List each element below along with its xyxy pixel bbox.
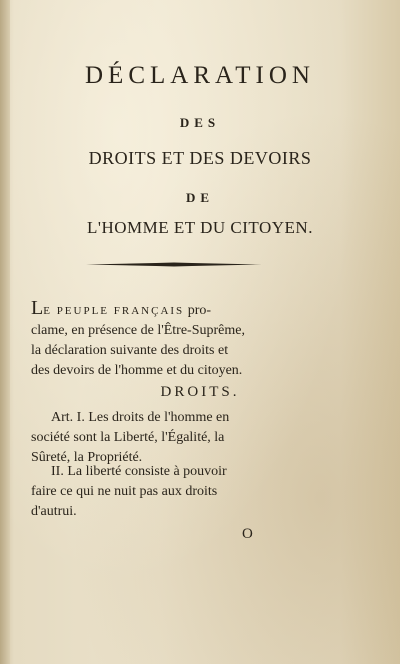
article-1-line-1: Art. I. Les droits de l'homme en [51, 410, 230, 425]
article-2 [31, 462, 357, 522]
article-1-line-3: Sûreté, la Propriété. [31, 450, 143, 465]
article-2-line-1: II. La liberté consiste à pouvoir [51, 464, 227, 479]
preamble-line-3: la déclaration suivante des droits et [31, 343, 229, 358]
preamble-smallcaps: E PEUPLE FRANÇAIS [43, 305, 185, 317]
article-1-line-2: société sont la Liberté, l'Égalité, la [31, 430, 225, 445]
article-1 [31, 408, 357, 468]
title-connector-des: DES [179, 115, 221, 130]
preamble-line-1-rest: pro- [184, 303, 212, 318]
preamble-line-2: clame, en présence de l'Être-Suprême, [31, 323, 245, 338]
ornamental-rule [86, 262, 262, 267]
preamble-line-4: des devoirs de l'homme et du citoyen. [31, 363, 243, 378]
document-subtitle-1: DROITS ET DES DEVOIRS [88, 148, 312, 168]
page-binding-edge [0, 0, 10, 664]
drop-letter: L [31, 297, 44, 319]
catchword: O [242, 526, 253, 542]
section-heading-droits: DROITS. [160, 384, 240, 400]
preamble-paragraph [31, 298, 357, 381]
document-subtitle-2: L'HOMME ET DU CITOYEN. [87, 218, 313, 237]
article-2-line-2: faire ce qui ne nuit pas aux droits [31, 484, 218, 499]
title-connector-de: DE [185, 190, 215, 205]
article-2-line-3: d'autrui. [31, 504, 77, 519]
document-title: DÉCLARATION [85, 62, 315, 89]
preamble-line-1 [31, 298, 357, 321]
